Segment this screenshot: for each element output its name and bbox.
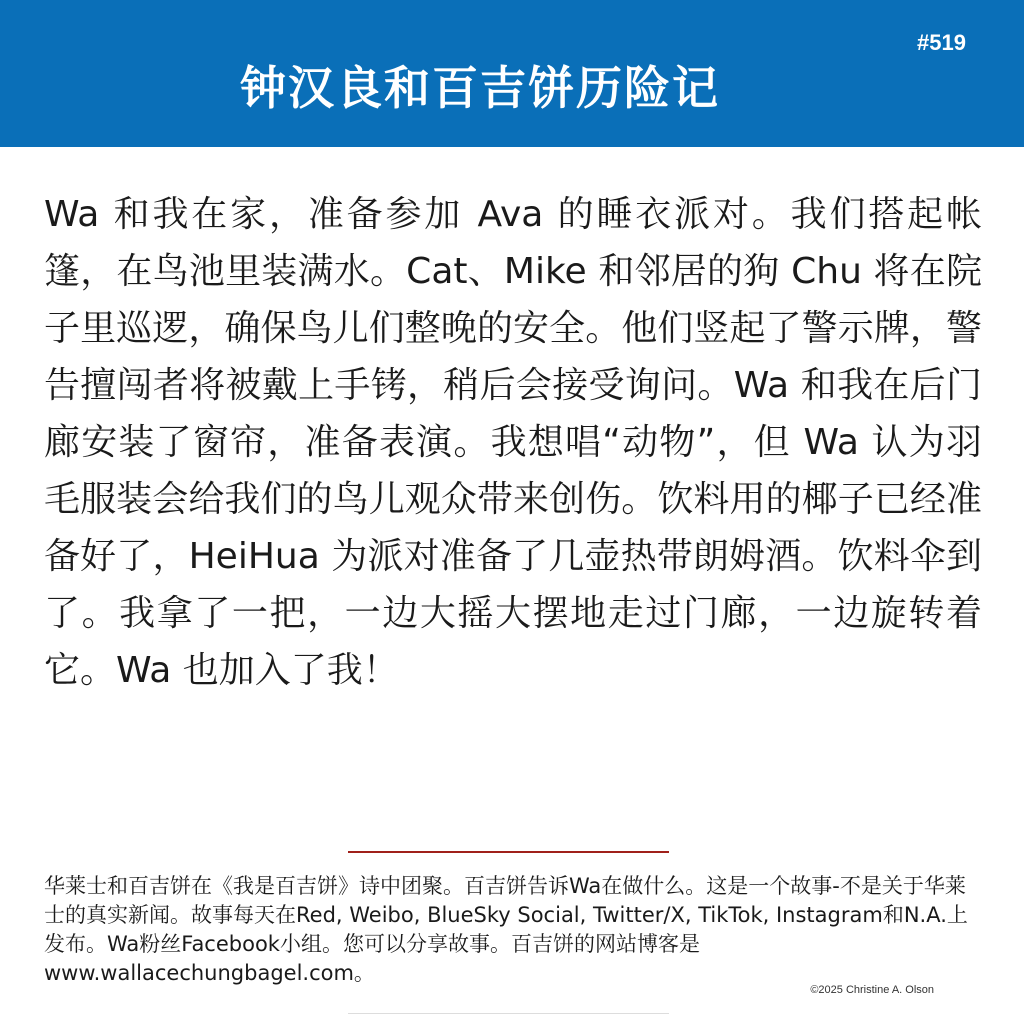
episode-number: #519 (917, 30, 966, 55)
copyright-text: ©2025 Christine A. Olson (810, 984, 934, 996)
footer-note: 华莱士和百吉饼在《我是百吉饼》诗中团聚。百吉饼告诉Wa在做什么。这是一个故事-不是关于华莱士的真实新闻。故事每天在Red, Weibo, BlueSky Social, Twitter/X, TikTok, Instagram和N.A.上发布。Wa粉丝Facebook小组。您可以分享故事。百吉饼的网站博客是www.wallacechungbagel.com。 (44, 874, 968, 985)
header-banner (0, 0, 1024, 147)
page-title: 钟汉良和百吉饼历险记 (240, 61, 720, 115)
bottom-rule (348, 1013, 669, 1014)
story-text: Wa 和我在家，准备参加 Ava 的睡衣派对。我们搭起帐篷，在鸟池里装满水。Cat、Mike 和邻居的狗 Chu 将在院子里巡逻，确保鸟儿们整晚的安全。他们竖起了警示牌，警告擅闯者将被戴上手铐，稍后会接受询问。Wa 和我在后门廊安装了窗帘，准备表演。我想唱“动物”，但 Wa 认为羽毛服装会给我们的鸟儿观众带来创伤。饮料用的椰子已经准备好了，HeiHua 为派对准备了几壶热带朗姆酒。饮料伞到了。我拿了一把，一边大摇大摆地走过门廊，一边旋转着它。Wa 也加入了我！ (44, 194, 982, 691)
divider-line (348, 851, 669, 853)
